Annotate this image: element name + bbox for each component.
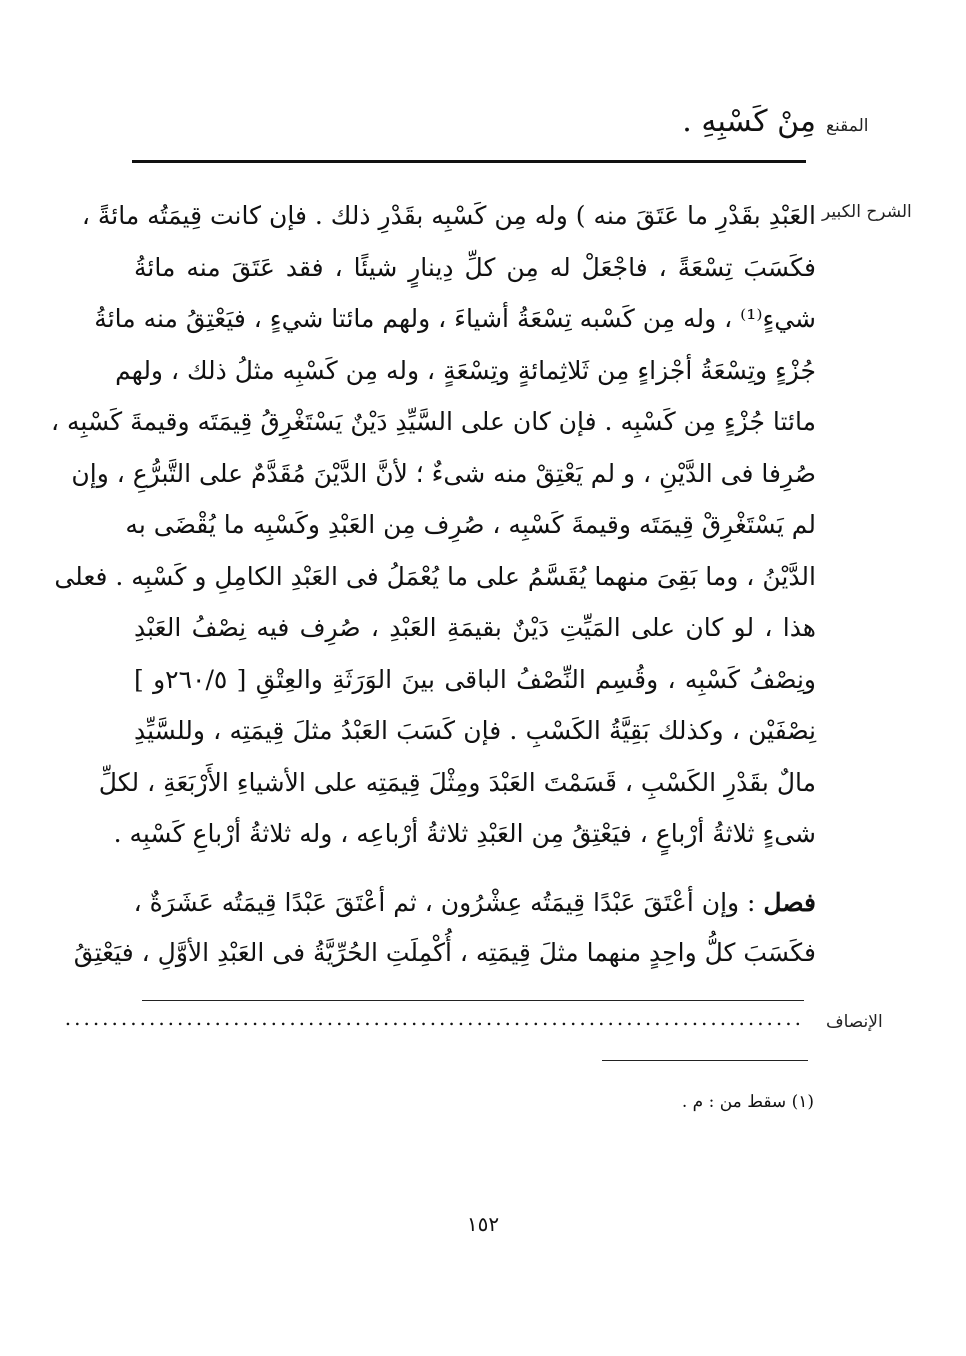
fasl-line-2: فكَسَبَ كلُّ واحِدٍ منهما مثلَ قِيمَتِه ، أُكْمِلَتِ الحُرِّيَّةُ فى العَبْدِ الأوَّلِ ، فيَعْتِقُ	[73, 938, 816, 967]
text-line: هذا ، لو كان على المَيِّتِ دَيْنٌ بقيمَةِ العَبْدِ ، صُرِف فيه نِصْفُ العَبْدِ	[134, 613, 816, 642]
fasl-line-1-text: : وإن أعْتَقَ عَبْدًا قِيمَتُه عِشْرُون ، ثم أعْتَقَ عَبْدًا قِيمَتُه عَشَرَةٌ ،	[133, 888, 756, 917]
text-line: مالٌ بقَدْرِ الكَسْبِ ، قَسَمْتَ العَبْدَ ومِثْلَ قِيمَتِه على الأشياءِ الأَرْبَعَةِ ، لكلِّ	[98, 767, 816, 797]
fasl-section	[73, 878, 816, 978]
page-number: ١٥٢	[466, 1212, 500, 1236]
text-line: شيءٍ⁽¹⁾ ، وله مِن كَسْبه تِسْعَةُ أشياءَ ، ولهم مائتا شيءٍ ، فيَعْتِقُ منه مائةُ	[94, 304, 816, 333]
insaf-dotted-line: ...............................................................................	[64, 1006, 804, 1030]
fasl-heading: فصل	[763, 888, 816, 917]
text-line: الدَّيْنُ ، وما بَقِىَ منهما يُقَسَّمُ على ما يُعْمَلُ فى العَبْدِ الكامِلِ و كَسْبِه . فعلى	[54, 561, 816, 591]
footnote-divider	[602, 1060, 808, 1061]
margin-label-sharh: الشرح الكبير	[822, 202, 912, 222]
text-line: صُرِفا فى الدَّيْنِ ، و لم يَعْتِقْ منه شىءٌ ؛ لأنَّ الدَّيْنَ مُقَدَّمٌ على التَّبرُّعِ ، وإن	[71, 458, 816, 488]
text-line: ونِصْفُ كَسْبِه ، وقُسِم النِّصْفُ الباقى بينَ الوَرَثَةِ والعِتْقِ [ ٢٦٠/٥و ]	[134, 664, 816, 694]
text-line: العَبْدِ بقَدْرِ ما عَتَقَ منه ) وله مِن كَسْبِه بقَدْرِ ذلك . فإن كانت قِيمَتُه مائةً ،	[81, 201, 816, 230]
section-divider	[132, 160, 806, 163]
text-line: لم يَسْتَغْرِقْ قِيمَتَه وقيمةَ كَسْبِه ، صُرِف مِن العَبْدِ وكَسْبِه ما يُقْضَى به	[125, 510, 816, 539]
text-line: مائتا جُزْءٍ مِن كَسْبِه . فإن كان على السَّيِّدِ دَيْنٌ يَسْتَغْرِقُ قِيمَتَه وقيمةَ كَسْبِه ،	[51, 407, 816, 436]
fasl-line-1	[134, 878, 816, 928]
text-line: نِصْفَيْن ، وكذلك بَقِيَّةُ الكَسْبِ . فإن كَسَبَ العَبْدُ مثلَ قِيمَتِه ، وللسَّيِّدِ	[134, 716, 816, 745]
text-line: جُزْءٍ وتِسْعَةُ أجْزاءٍ مِن ثَلاثِمائةٍ وتِسْعَةٍ ، وله مِن كَسْبِه مثلُ ذلك ، ولهم	[115, 355, 816, 385]
margin-label-muqni: المقنع	[826, 116, 869, 136]
text-line: فكَسَبَ تِسْعَةً ، فاجْعَلْ له مِن كلِّ دِينارٍ شيئًا ، فقد عَتَقَ منه مائةُ	[134, 252, 816, 282]
muqni-text: مِنْ كَسْبِهِ .	[682, 104, 816, 139]
sharh-body	[51, 190, 816, 860]
footnote: (١) سقط من : م .	[681, 1092, 814, 1112]
margin-label-insaf: الإنصاف	[826, 1012, 883, 1032]
text-line: شىءٍ ثلاثةُ أرْباعٍ ، فيَعْتِقُ مِن العَبْدِ ثلاثةُ أرْباعِه ، وله ثلاثةُ أرْباعِ كَسْبِه .	[113, 819, 816, 848]
insaf-divider	[142, 1000, 804, 1001]
